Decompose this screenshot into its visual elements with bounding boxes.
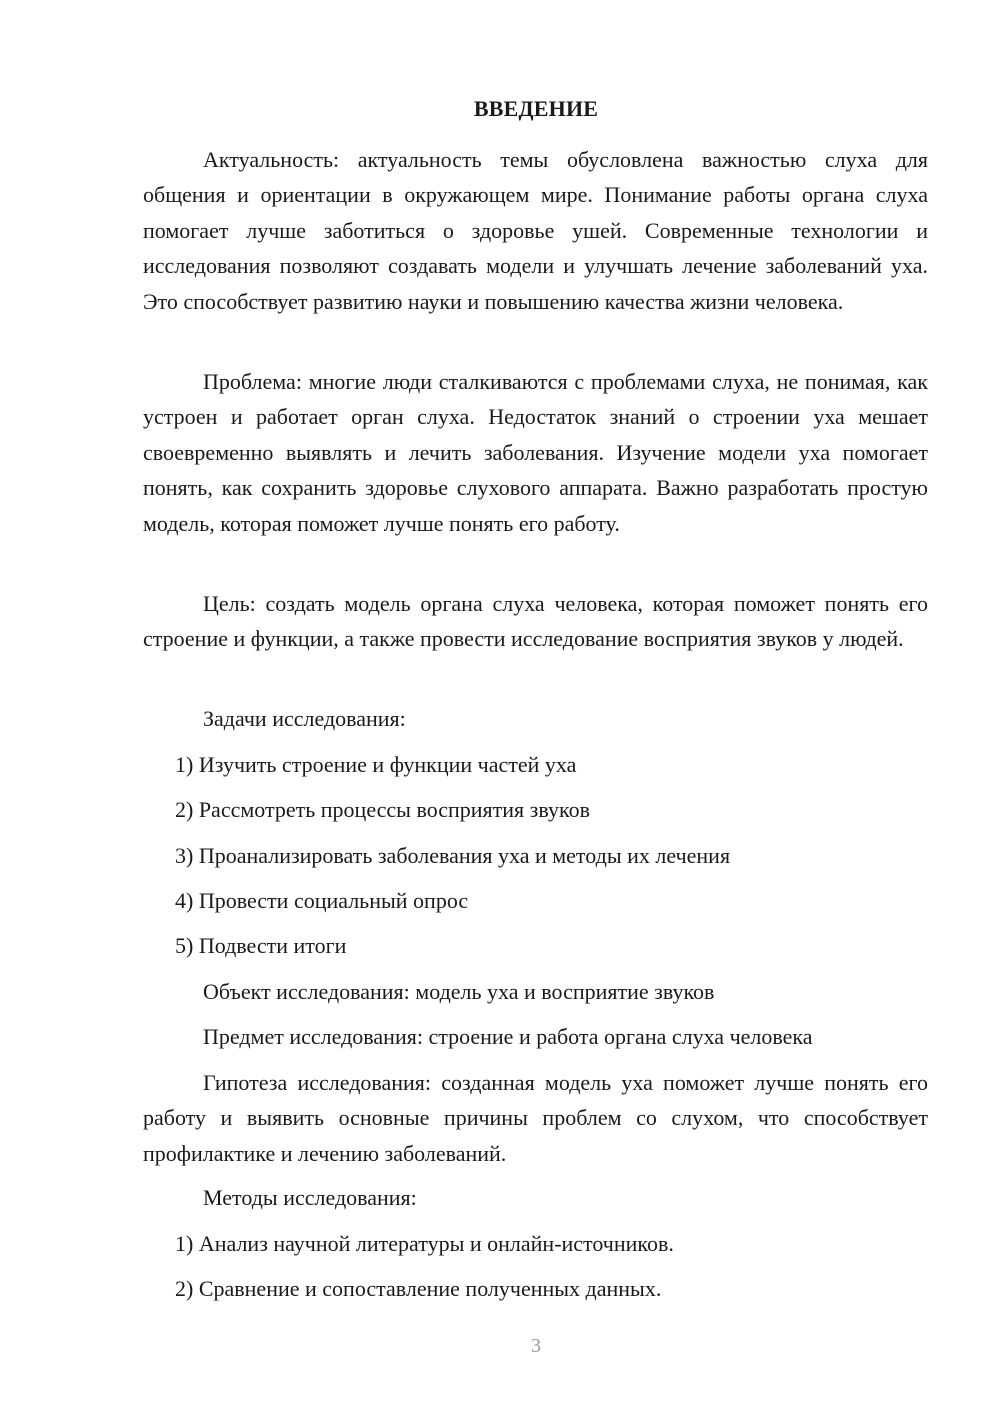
paragraph-relevance: Актуальность: актуальность темы обусловлена важностью слуха для общения и ориентации в окружающем мире. Понимание работы органа слуха помогает лучше заботиться о здоровье ушей. Современные технологии и исследования позволяют создавать модели и улучшать лечение заболеваний уха. Это способствует развитию науки и повышению качества жизни человека. (143, 147, 928, 314)
page-number: 3 (531, 1335, 541, 1357)
task-item-3: 3) Проанализировать заболевания уха и методы их лечения (175, 843, 731, 868)
task-item-5: 5) Подвести итоги (175, 933, 347, 958)
paragraph-goal: Цель: создать модель органа слуха человека, которая поможет понять его строение и функции, а также провести исследование восприятия звуков у людей. (143, 591, 928, 652)
method-item-1: 1) Анализ научной литературы и онлайн-источников. (175, 1231, 674, 1256)
section-title: ВВЕДЕНИЕ (473, 96, 599, 121)
paragraph-problem: Проблема: многие люди сталкиваются с проблемами слуха, не понимая, как устроен и работает орган слуха. Недостаток знаний о строении уха мешает своевременно выявлять и лечить заболевания. Изучение модели уха помогает понять, как сохранить здоровье слухового аппарата. Важно разработать простую модель, которая поможет лучше понять его работу. (143, 369, 928, 536)
methods-heading: Методы исследования: (203, 1185, 417, 1210)
method-item-2: 2) Сравнение и сопоставление полученных данных. (175, 1276, 662, 1301)
tasks-heading: Задачи исследования: (203, 706, 406, 731)
research-object: Объект исследования: модель уха и восприятие звуков (203, 979, 715, 1004)
paragraph-hypothesis: Гипотеза исследования: созданная модель уха поможет лучше понять его работу и выявить основные причины проблем со слухом, что способствует профилактике и лечению заболеваний. (143, 1070, 928, 1166)
task-item-2: 2) Рассмотреть процессы восприятия звуков (175, 797, 590, 822)
research-subject: Предмет исследования: строение и работа органа слуха человека (203, 1024, 813, 1049)
task-item-4: 4) Провести социальный опрос (175, 888, 469, 913)
task-item-1: 1) Изучить строение и функции частей уха (175, 752, 577, 777)
